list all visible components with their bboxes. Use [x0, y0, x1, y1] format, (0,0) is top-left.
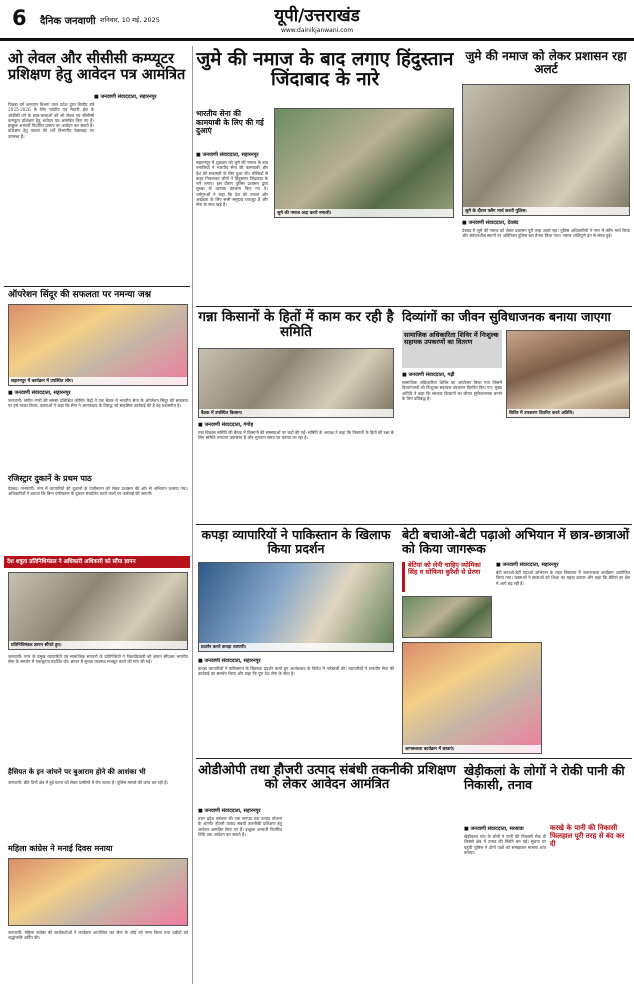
headline-operation-sindoor: ऑपरेशन सिंदूर की सफलता पर नमन्या जश्न	[8, 290, 152, 300]
masthead-divider	[0, 38, 634, 41]
headline-o-level: ओ लेवल और सीसीसी कम्प्यूटर प्रशिक्षण हेतु आवेदन पत्र आमंत्रित	[8, 51, 186, 83]
ganna-byline: ■ जनवाणी संवाददाता, गंगोह	[198, 422, 254, 428]
divyang-byline: ■ जनवाणी संवाददाता, गढ़ी	[402, 372, 455, 378]
left-column	[4, 46, 190, 986]
kapda-text	[196, 658, 396, 756]
kapda-byline: ■ जनवाणी संवाददाता, सहारनपुर	[198, 658, 261, 664]
alert-byline: ■ जनवाणी संवाददाता, देवबंद	[462, 220, 519, 226]
ganna-photo-caption: बैठक में उपस्थित किसान।	[199, 409, 393, 417]
beti-side-box	[402, 562, 492, 592]
masthead	[0, 0, 634, 44]
lead-story	[196, 46, 456, 304]
beti-body: बेटी बचाओ-बेटी पढ़ाओ अभियान के तहत विद्यालय में जागरूकता कार्यक्रम आयोजित किया गया। वक्ताओं ने छात्राओं को शिक्षा का महत्व बताया और कहा कि बेटियां हर क्षेत्र में आगे बढ़ रही हैं।	[496, 570, 630, 586]
khedi-story	[462, 760, 632, 986]
khedi-side-box	[550, 824, 630, 872]
odop-body-cont2	[374, 816, 456, 984]
photo-operation-sindoor	[8, 304, 188, 386]
body-delegation: जनवाणी: नगर के प्रमुख व्यापारियों एवं सामाजिक संगठनों के प्रतिनिधियों ने जिलाधिकारी को ज्ञापन सौंपकर भारतीय सेना के समर्थन में एकजुटता प्रदर्शित की। ज्ञापन में सुरक्षा व्यवस्था मजबूत करने की मांग की गई।	[8, 654, 188, 665]
caption-delegation: प्रतिनिधिमंडल ज्ञापन सौंपते हुए।	[9, 641, 187, 649]
headline-status-check: हैसियत के इन जांचने पर बुआराम होने की आशंका भी	[8, 768, 146, 776]
beti-headline: बेटी बचाओ-बेटी पढ़ाओ अभियान में छात्र-छात्राओं को किया जागरूक	[402, 527, 630, 556]
ganna-story	[196, 308, 396, 522]
odop-headline: ओडीओपी तथा हौजरी उत्पाद संबंधी तकनीकी प्रशिक्षण को लेकर आवेदन आमंत्रित	[198, 763, 456, 793]
lead-headline: जुमे की नमाज के बाद लगाए हिंदुस्तान जिंदाबाद के नारे	[196, 49, 454, 90]
divyang-headline: दिव्यांगों का जीवन सुविधाजनक बनाया जाएगा	[402, 309, 611, 324]
kapda-photo-caption: प्रदर्शन करते कपड़ा व्यापारी।	[199, 643, 393, 651]
lead-body: सहारनपुर में शुक्रवार को जुमे की नमाज के बाद नमाजियों ने भारतीय सेना की कामयाबी और देश की सलामती के लिए दुआ की। मस्जिदों से बाहर निकलकर लोगों ने हिंदुस्तान जिंदाबाद के नारे लगाए। इस दौरान पुलिस प्रशासन द्वारा सुरक्षा के व्यापक इंतजाम किए गए थे। धर्मगुरुओं ने कहा कि देश की एकता और अखंडता के लिए सभी समुदाय एकजुट हैं और सेना के साथ खड़े हैं।	[196, 160, 268, 208]
khedi-body: खेड़ीकलां गांव के लोगों ने पानी की निकासी रोक दी जिससे क्षेत्र में तनाव की स्थिति बन गई। सूचना पर पहुंची पुलिस ने दोनों पक्षों को समझाकर मामला शांत कराया।	[464, 834, 546, 855]
right-top-story	[460, 46, 632, 304]
alert-photo	[462, 84, 630, 216]
beti-photo-caption: जागरूकता कार्यक्रम में छात्राएं।	[403, 745, 541, 753]
beti-photo-small	[402, 596, 492, 638]
body-o-level: पिछड़ा वर्ग कल्याण विभाग उत्तर प्रदेश द्वारा वित्तीय वर्ष 2025-2026 के लिए पर्वतीय एवं मैदानी क्षेत्र के ओबीसी वर्ग के छात्र-छात्राओं को ओ लेवल एवं सीसीसी कम्प्यूटर प्रशिक्षण हेतु आवेदन पत्र आमंत्रित किए गए हैं। इच्छुक अभ्यर्थी निर्धारित प्रारूप पर आवेदन कर सकते हैं। प्रशिक्षण हेतु पात्रता की शर्तें विभागीय वेबसाइट पर उपलब्ध हैं।	[8, 102, 94, 139]
divyang-kicker-band	[402, 330, 502, 368]
odop-byline: ■ जनवाणी संवाददाता, सहारनपुर	[198, 808, 261, 814]
ganna-photo	[198, 348, 394, 418]
body-o-level-cont	[98, 102, 186, 282]
beti-side-head: बेटियां को लेनी चाहिए व्योमिका सिंह व सोफिया कुरैशी से प्रेरणा	[408, 561, 481, 577]
beti-byline: ■ जनवाणी संवाददाता, सहारनपुर	[496, 562, 559, 568]
body-status-check: जनवाणी: बीते दिनों क्षेत्र में हुई घटना को लेकर ग्रामीणों में रोष व्याप्त है। पुलिस मामले की जांच कर रही है।	[8, 780, 169, 785]
byline-o-level: ■ जनवाणी संवाददाता, सहारनपुर	[94, 94, 157, 100]
alert-body: देवबंद में जुमे की नमाज को लेकर प्रशासन पूरी तरह अलर्ट रहा। पुलिस अधिकारियों ने नगर में फ्लैग मार्च किया और संवेदनशील स्थानों पर अतिरिक्त पुलिस बल तैनात किया गया। नमाज शांतिपूर्ण ढंग से संपन्न हुई।	[462, 228, 630, 239]
body-registrar-shops: देवबंद। जनवाणी: नगर में व्यापारियों की दुकानों के पंजीकरण को लेकर प्रशासन की ओर से अभियान चलाया गया। अधिकारियों ने बताया कि बिना पंजीकरण के दुकान संचालित करने वालों पर कार्रवाई की जाएगी।	[8, 486, 188, 497]
byline-operation-sindoor: ■ जनवाणी संवाददाता, सहारनपुर	[8, 390, 71, 396]
photo-mahila-congress	[8, 858, 188, 926]
kapda-headline: कपड़ा व्यापारियों ने पाकिस्तान के खिलाफ किया प्रदर्शन	[201, 527, 391, 556]
odop-body: उत्तर प्रदेश सरकार की एक जनपद एक उत्पाद योजना के अंतर्गत हौजरी उत्पाद संबंधी तकनीकी प्रशिक्षण हेतु आवेदन आमंत्रित किए गए हैं। इच्छुक अभ्यर्थी निर्धारित तिथि तक आवेदन कर सकते हैं।	[198, 816, 282, 837]
lead-photo	[274, 108, 454, 218]
khedi-side-head: करखे के पानी की निकासी फिलहाल पूरी तरह से बंद कर दी	[550, 824, 625, 849]
body-mahila-congress: जनवाणी: महिला कांग्रेस की कार्यकर्ताओं ने कार्यक्रम आयोजित कर सेना के शौर्य को नमन किया तथा शहीदों को श्रद्धांजलि अर्पित की।	[8, 930, 188, 941]
caption-operation-sindoor: सहारनपुर में कार्यक्रम में उपस्थित लोग।	[9, 377, 187, 385]
photo-delegation	[8, 572, 188, 650]
brand-name: दैनिक जनवाणी	[40, 16, 96, 27]
divyang-story	[400, 308, 632, 522]
alert-photo-caption: जुमे के दौरान फ्लैग मार्च करती पुलिस।	[463, 207, 629, 215]
headline-registrar-shops: रजिस्ट्रार दुकानें के प्रथम पाठ	[8, 474, 92, 483]
divyang-photo	[506, 330, 630, 418]
odop-story	[196, 760, 458, 986]
horizontal-divider-3	[196, 758, 632, 759]
odop-body-cont	[286, 816, 370, 984]
beti-photo	[402, 642, 542, 754]
lead-byline: ■ जनवाणी संवाददाता, सहारनपुर	[196, 152, 259, 158]
khedi-headline: खेड़ीकलां के लोगों ने रोकी पानी की निकासी, तनाव	[464, 763, 625, 792]
ganna-body: गन्ना विकास समिति की बैठक में किसानों की समस्याओं पर चर्चा की गई। समिति के अध्यक्ष ने कहा कि किसानों के हितों की रक्षा के लिए समिति लगातार प्रयासरत है और भुगतान समय पर कराया जा रहा है।	[198, 430, 394, 441]
website-url[interactable]: www.dainikjanwani.com	[280, 27, 354, 34]
body-operation-sindoor: जनवाणी: संगीत नगरी की समस्त प्रशिक्षित कोचिंग केंद्रों ने एक बैठक में भारतीय सेना के ऑपरेशन सिंदूर की सफलता पर हर्ष व्यक्त किया। वक्ताओं ने कहा कि सेना ने आतंकवाद के विरुद्ध जो साहसिक कार्रवाई की है वह प्रशंसनीय है।	[8, 398, 188, 409]
issue-date: शनिवार, 10 मई, 2025	[100, 16, 160, 24]
lead-body-cont	[274, 222, 454, 300]
lead-photo-caption: जुमे की नमाज अदा करते नमाजी।	[275, 209, 453, 217]
divyang-body: सामाजिक अधिकारिता शिविर का आयोजन किया गया जिसमें दिव्यांगजनों को निःशुल्क सहायक उपकरण वितरित किए गए। मुख्य अतिथि ने कहा कि सरकार दिव्यांगों का जीवन सुविधाजनक बनाने के लिए प्रतिबद्ध है।	[402, 380, 502, 401]
beti-body-cont	[546, 642, 630, 754]
lead-kicker: भारतीय सेना की कामयाबी के लिए की गई दुआएं	[196, 109, 264, 136]
column-divider	[192, 46, 193, 984]
headline-delegation: देश शत्रुता प्रतिनिधिमंडल ने अधिकारी अधिकारी को सौंपा ज्ञापन	[7, 559, 136, 565]
horizontal-divider	[196, 306, 632, 307]
headline-mahila-congress: महिला कांग्रेस ने मनाई दिवस मनाया	[8, 844, 113, 853]
divyang-kicker: सामाजिक अधिकारिता शिविर में निःशुल्क सहायक उपकरणों का वितरण	[404, 331, 499, 347]
divyang-photo-caption: शिविर में उपकरण वितरित करते अतिथि।	[507, 409, 629, 417]
khedi-byline: ■ जनवाणी संवाददाता, सरसावा	[464, 826, 524, 832]
delegation-banner	[4, 556, 190, 568]
ganna-headline: गन्ना किसानों के हितों में काम कर रही है समिति	[198, 309, 394, 340]
page-number: 6	[12, 6, 27, 30]
alert-headline: जुमे की नमाज को लेकर प्रशासन रहा अलर्ट	[465, 49, 627, 76]
kapda-story	[196, 526, 396, 656]
kapda-photo	[198, 562, 394, 652]
beti-story	[400, 526, 632, 756]
section-divider	[4, 286, 190, 287]
horizontal-divider-2	[196, 524, 632, 525]
kapda-body: कपड़ा व्यापारियों ने पाकिस्तान के खिलाफ प्रदर्शन करते हुए आतंकवाद के विरोध में नारेबाजी की। व्यापारियों ने भारतीय सेना की कार्रवाई का समर्थन किया और कहा कि पूरा देश सेना के साथ है।	[198, 666, 394, 677]
section-title: यूपी/उत्तराखंड	[274, 6, 360, 26]
khedi-body-cont	[550, 876, 630, 984]
divyang-body-cont	[506, 422, 630, 520]
